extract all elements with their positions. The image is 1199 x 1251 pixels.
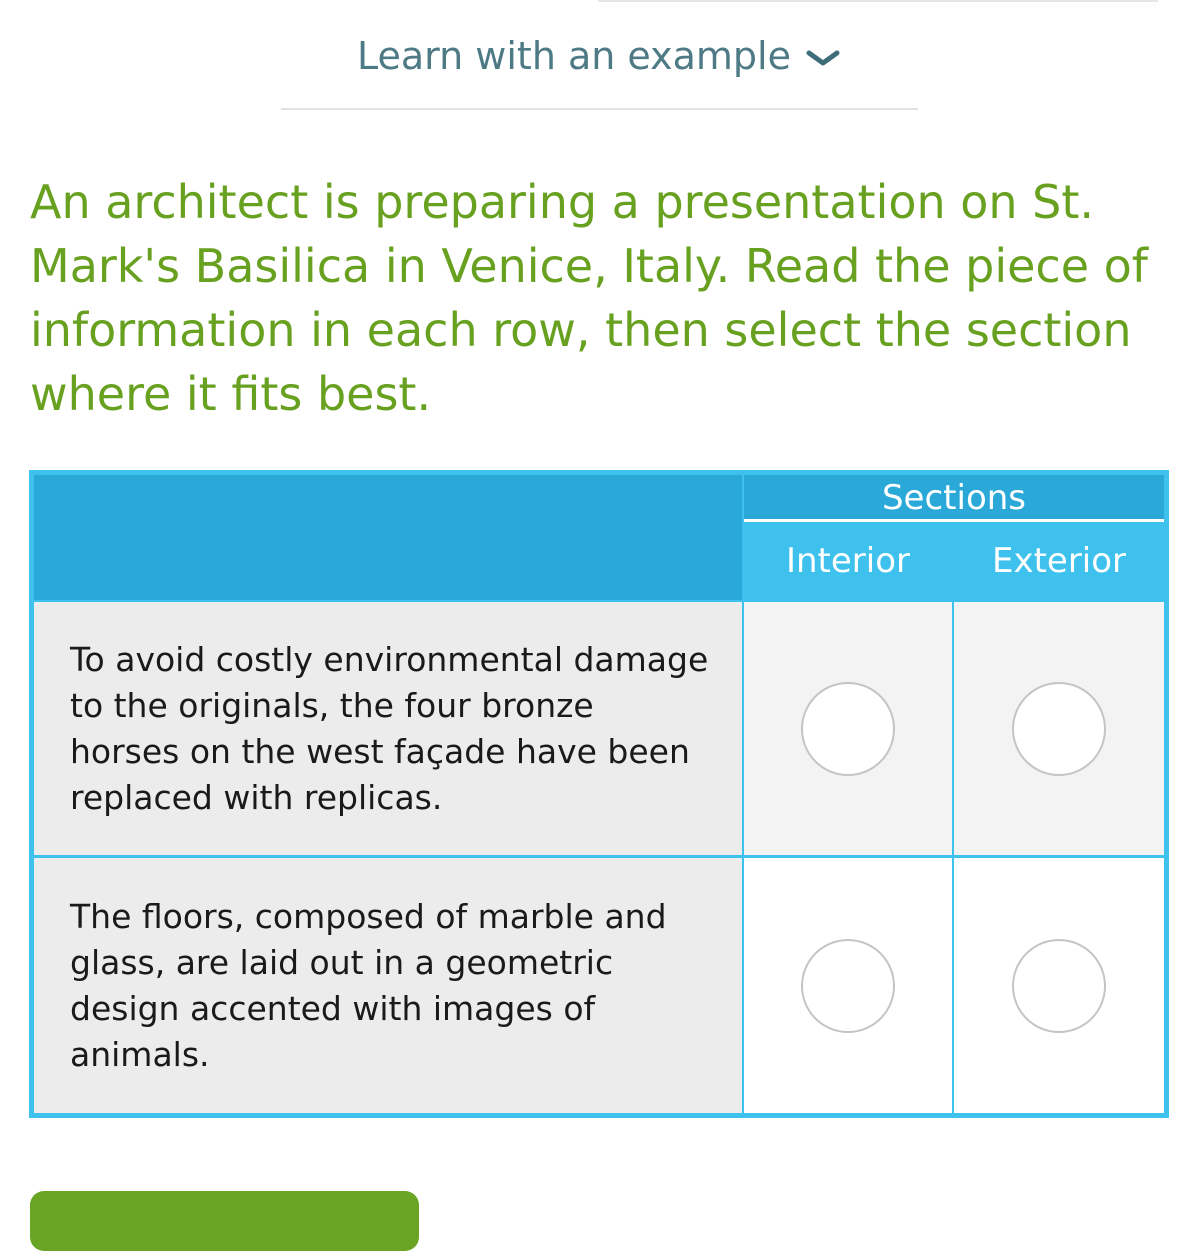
submit-button[interactable] <box>30 1191 419 1251</box>
table-header-blank <box>34 475 742 600</box>
row-2-interior-cell <box>744 858 952 1113</box>
table-row-statement <box>34 602 742 855</box>
row-1-text: To avoid costly environmental damage to the originals, the four bronze horses on the west façade have been replaced with replicas. <box>70 639 709 817</box>
row-2-interior-radio[interactable] <box>801 939 895 1033</box>
row-2-text: The floors, composed of marble and glass, are laid out in a geometric design accented with images of animals. <box>70 896 667 1074</box>
row-1-interior-radio[interactable] <box>801 682 895 776</box>
row-1-exterior-cell <box>954 602 1164 855</box>
row-1-exterior-radio[interactable] <box>1012 682 1106 776</box>
learn-divider <box>281 108 918 110</box>
column-header-exterior: Exterior <box>954 522 1164 600</box>
row-2-exterior-cell <box>954 858 1164 1113</box>
question-prompt: An architect is preparing a presentation on St. Mark's Basilica in Venice, Italy. Read the piece of information in each row, then select the section where it fits best. <box>30 175 1148 421</box>
chevron-down-icon <box>805 29 841 81</box>
table-row-statement <box>34 858 742 1113</box>
row-1-interior-cell <box>744 602 952 855</box>
learn-with-example-toggle[interactable] <box>280 30 918 82</box>
top-divider <box>598 0 1158 2</box>
column-header-interior: Interior <box>744 522 952 600</box>
row-2-exterior-radio[interactable] <box>1012 939 1106 1033</box>
sections-table <box>29 470 1169 1118</box>
sections-group-header: Sections <box>744 475 1164 521</box>
learn-with-example-label: Learn with an example <box>357 34 791 78</box>
